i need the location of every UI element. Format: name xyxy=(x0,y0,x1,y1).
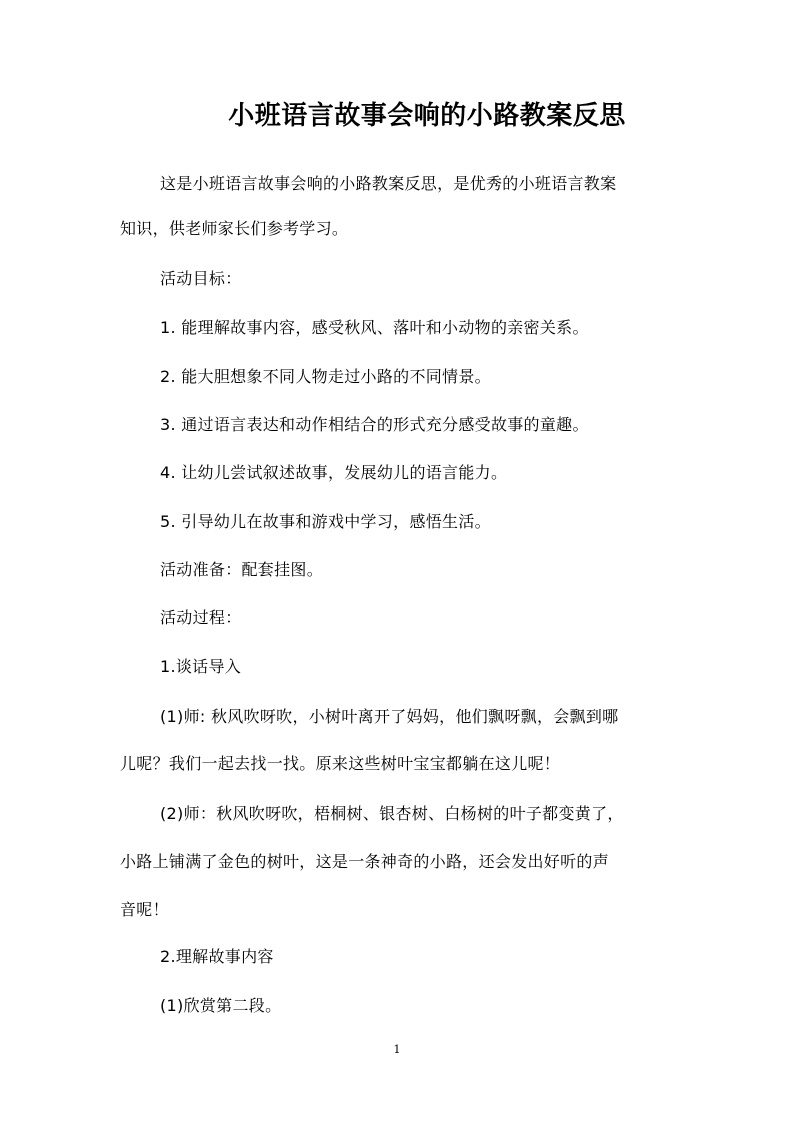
list-item: 2. 能大胆想象不同人物走过小路的不同情景。 xyxy=(160,367,491,386)
paragraph-line: 小路上铺满了金色的树叶，这是一条神奇的小路，还会发出好听的声 xyxy=(120,852,610,871)
paragraph-line: 这是小班语言故事会响的小路教案反思，是优秀的小班语言教案 xyxy=(160,174,617,193)
page-number: 1 xyxy=(393,1043,401,1056)
paragraph-line: (2)师：秋风吹呀吹，梧桐树、银杏树、白杨树的叶子都变黄了， xyxy=(160,804,624,823)
paragraph-line: 知识，供老师家长们参考学习。 xyxy=(120,219,349,238)
subsection-heading: 2.理解故事内容 xyxy=(160,947,274,966)
section-heading: 活动过程： xyxy=(160,608,242,627)
list-item: 1. 能理解故事内容，感受秋风、落叶和小动物的亲密关系。 xyxy=(160,318,589,337)
section-heading: 活动目标： xyxy=(160,269,242,288)
paragraph-line: (1)师: 秋风吹呀吹，小树叶离开了妈妈，他们飘呀飘，会飘到哪 xyxy=(160,707,619,726)
document-title: 小班语言故事会响的小路教案反思 xyxy=(228,101,626,131)
paragraph-line: 儿呢？我们一起去找一找。原来这些树叶宝宝都躺在这儿呢！ xyxy=(120,754,561,773)
list-item: 3. 通过语言表达和动作相结合的形式充分感受故事的童趣。 xyxy=(160,415,589,434)
subsection-heading: 1.谈话导入 xyxy=(160,657,242,676)
list-item: 4. 让幼儿尝试叙述故事，发展幼儿的语言能力。 xyxy=(160,463,508,482)
paragraph-line: 活动准备：配套挂图。 xyxy=(160,560,324,579)
list-item: 5. 引导幼儿在故事和游戏中学习，感悟生活。 xyxy=(160,512,491,531)
paragraph-line: 音呢！ xyxy=(120,900,169,919)
paragraph-line: (1)欣赏第二段。 xyxy=(160,996,282,1015)
